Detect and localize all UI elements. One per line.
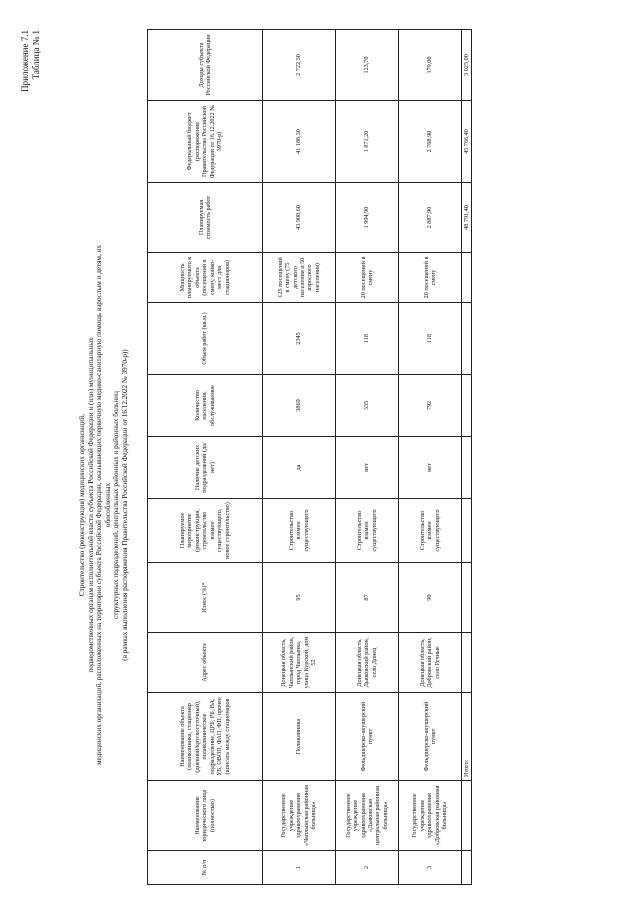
heading-line: Строительство (реконструкция) медицинских организаций, xyxy=(78,413,86,597)
empty-cell xyxy=(462,499,472,563)
table-row xyxy=(336,30,399,885)
header-cell: Количество населения, обслуживаемое xyxy=(148,375,263,437)
measure-cell: Строительство взамен существующего xyxy=(399,499,462,563)
object-cell: Фельдшерско-акушерский пункт xyxy=(336,693,399,781)
federal-cell: 41 186,30 xyxy=(263,101,336,183)
wear-cell: 90 xyxy=(399,563,462,633)
capacity-cell: 20 посещений в смену xyxy=(399,253,462,303)
total-regional: 3 025,00 xyxy=(462,30,472,101)
heading-line: медицинских организаций, расположенных на территории субъекта Российской Федерации, оказывающих первичную медико-санитарную помощь взрослым и детям, их обособленных xyxy=(95,245,112,765)
object-cell: Поликлиника xyxy=(263,693,336,781)
heading-line: структурных подразделений, центральных районных и районных больниц xyxy=(112,391,121,619)
regional-cell: 179,00 xyxy=(399,30,462,101)
header-cell: Наличие детских подразделений (да/нет) xyxy=(148,437,263,499)
header-cell: Наименование объекта (поликлиника, стационар (дневной/круглосуточный), поликлиническое подразделение, ЦРБ, РБ, ВА, УБ, ОВОП, ФАП, ФП, прочее (вписать между стационаров xyxy=(148,693,263,781)
header-cell: Износ (%)* xyxy=(148,563,263,633)
population-cell: 792 xyxy=(399,375,462,437)
header-cell: Наименование юридического лица (полностью) xyxy=(148,781,263,851)
empty-cell xyxy=(462,437,472,499)
empty-cell xyxy=(462,303,472,375)
cost-cell: 43 908,60 xyxy=(263,183,336,253)
children-cell: нет xyxy=(336,437,399,499)
row-number: 1 xyxy=(263,851,336,885)
total-label: Итого: xyxy=(462,693,472,781)
regional-cell: 2 722,30 xyxy=(263,30,336,101)
header-cell: № п/п xyxy=(148,851,263,885)
construction-table xyxy=(147,29,472,885)
entity-cell: Государственное учреждение здравоохранения «Чаплынская районная больница» xyxy=(263,781,336,851)
empty-cell xyxy=(462,781,472,851)
total-row xyxy=(462,30,472,885)
address-cell: Донецкая область, Дьяковский район, село Донец xyxy=(336,633,399,693)
measure-cell: Строительство взамен существующего xyxy=(263,499,336,563)
appendix-label xyxy=(20,30,42,92)
volume-cell: 118 xyxy=(399,303,462,375)
volume-cell: 2345 xyxy=(263,303,336,375)
empty-cell xyxy=(462,633,472,693)
header-cell: Мощность планируемого к объекта (посещений в смену, койко-мест для стационаров) xyxy=(148,253,263,303)
population-cell: 3869 xyxy=(263,375,336,437)
empty-cell xyxy=(462,851,472,885)
table-row xyxy=(399,30,462,885)
federal-cell: 1 871,20 xyxy=(336,101,399,183)
children-cell: нет xyxy=(399,437,462,499)
population-cell: 335 xyxy=(336,375,399,437)
empty-cell xyxy=(462,375,472,437)
header-cell: Объем работ (кв.м.) xyxy=(148,303,263,375)
empty-cell xyxy=(462,253,472,303)
measure-cell: Строительство взамен существующего xyxy=(336,499,399,563)
volume-cell: 118 xyxy=(336,303,399,375)
entity-cell: Государственное учреждение здравоохранения «Добровская районная больница» xyxy=(399,781,462,851)
address-cell: Донецкая область, Чаплынский район, город Чаплынка, улица Курской, дом 52 xyxy=(263,633,336,693)
header-cell: Планируемое мероприятие (реконструкция, строительство взамен существующего, новое строительство) xyxy=(148,499,263,563)
header-cell: Адрес объекта xyxy=(148,633,263,693)
address-cell: Донецкая область, Добровский район, село Речные xyxy=(399,633,462,693)
regional-cell: 123,70 xyxy=(336,30,399,101)
header-cell: Федеральный бюджет (распоряжение Правительства Российской Федерации от 16.12.2022 № 3970-р) xyxy=(148,101,263,183)
row-number: 2 xyxy=(336,851,399,885)
total-federal: 45 766,40 xyxy=(462,101,472,183)
table-row xyxy=(263,30,336,885)
empty-cell xyxy=(462,563,472,633)
children-cell: да xyxy=(263,437,336,499)
table-number: Таблица № 1 xyxy=(31,30,41,80)
capacity-cell: 20 посещений в смену xyxy=(336,253,399,303)
document-heading xyxy=(78,225,130,785)
heading-line: (в рамках выполнения распоряжения Правительства Российской Федерации от 16.12.2022 № 3970-р)) xyxy=(120,349,129,661)
total-cost: 48 791,40 xyxy=(462,183,472,253)
wear-cell: 87 xyxy=(336,563,399,633)
entity-cell: Государственное учреждение здравоохранения «Дьяковская центральная районная больница» xyxy=(336,781,399,851)
cost-cell: 1 994,90 xyxy=(336,183,399,253)
object-cell: Фельдшерско-акушерский пункт xyxy=(399,693,462,781)
heading-line: подведомственных органам исполнительной власти субъекта Российской Федерации и (или) муниципальных xyxy=(86,337,95,673)
wear-cell: 95 xyxy=(263,563,336,633)
row-number: 3 xyxy=(399,851,462,885)
capacity-cell: 125 посещений в смену (75 детского населения и 50 взрослого населения) xyxy=(263,253,336,303)
appendix-line: Приложение 7.1 xyxy=(20,30,30,92)
header-cell: Планируемая стоимость работ xyxy=(148,183,263,253)
federal-cell: 2 708,90 xyxy=(399,101,462,183)
header-cell: Доходы субъекта Российской Федерации xyxy=(148,30,263,101)
cost-cell: 2 887,90 xyxy=(399,183,462,253)
